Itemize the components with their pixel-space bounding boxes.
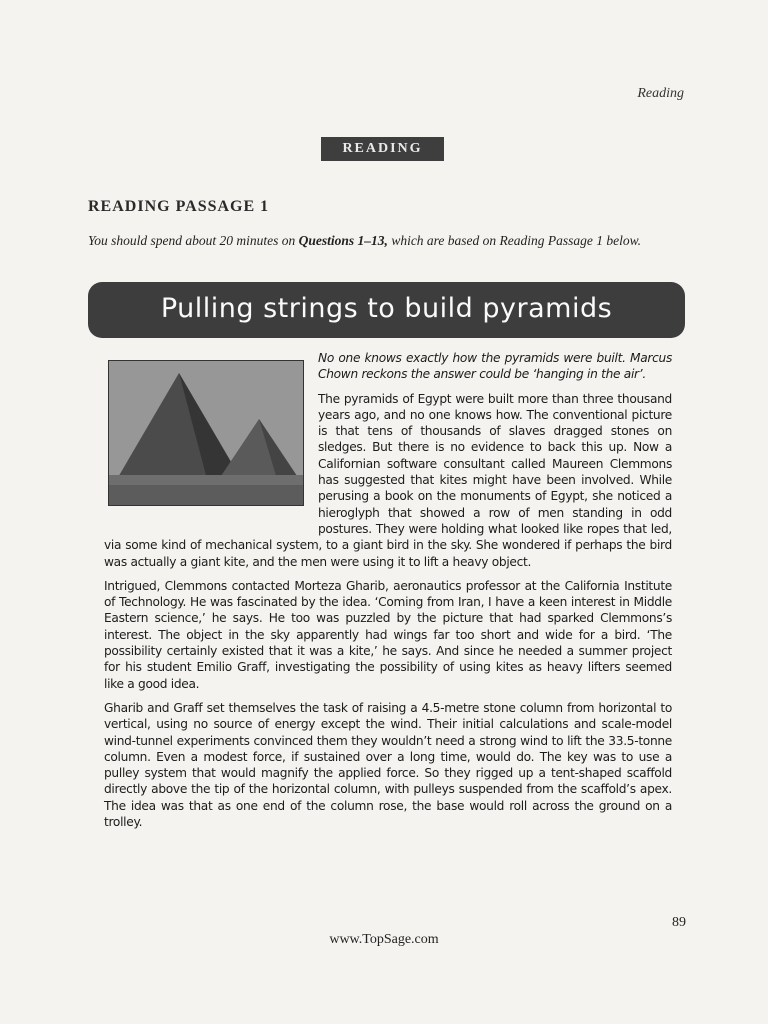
article-body: [104, 350, 672, 838]
article-paragraph-1: The pyramids of Egypt were built more than three thousand years ago, and no one knows how. The conventional picture is that tens of thousands of slaves dragged stones on sledges. But there is no evidence to back this up. Now a Californian software consultant called Maureen Clemmons has suggested that kites might have been involved. While perusing a book on the monuments of Egypt, she noticed a hieroglyph that showed a row of men standing in odd postures. They were holding what looked like ropes that led, via some kind of mechanical system, to a giant bird in the sky. She wondered if perhaps the bird was actually a giant kite, and the men were using it to lift a heavy object.: [104, 391, 672, 569]
article-lead: No one knows exactly how the pyramids were built. Marcus Chown reckons the answer could be ‘hanging in the air’.: [318, 351, 672, 382]
page-number: 89: [672, 915, 686, 930]
running-header: Reading: [637, 86, 684, 101]
section-title: READING: [321, 137, 444, 161]
instruction-after: which are based on Reading Passage 1 below.: [387, 233, 642, 248]
instruction-before: You should spend about 20 minutes on: [88, 233, 299, 248]
instruction-text: [88, 232, 688, 249]
article-paragraph-2: Intrigued, Clemmons contacted Morteza Gharib, aeronautics professor at the California Institute of Technology. He was fascinated by the idea. ‘Coming from Iran, I have a keen interest in Middle Eastern science,’ he says. He too was puzzled by the picture that had sparked Clemmons’s interest. The object in the sky apparently had wings far too short and wide for a bird. ‘The possibility certainly existed that it was a kite,’ he says. And since he needed a summer project for his student Emilio Graff, investigating the possibility of using kites as heavy lifters seemed like a good idea.: [104, 578, 672, 691]
article-paragraph-3: Gharib and Graff set themselves the task of raising a 4.5-metre stone column from horizontal to vertical, using no source of energy except the wind. Their initial calculations and scale-model wind-tunnel experiments convinced them they wouldn’t need a strong wind to lift the 33.5-tonne column. Even a modest force, if sustained over a long time, would do. The key was to use a pulley system that would magnify the applied force. So they rigged up a tent-shaped scaffold directly above the tip of the horizontal column, with pulleys suspended from the scaffold’s apex. The idea was that as one end of the column rose, the base would roll across the ground on a trolley.: [104, 700, 672, 830]
image-spacer: [104, 350, 318, 522]
article-title: Pulling strings to build pyramids: [88, 282, 685, 338]
footer-url: www.TopSage.com: [329, 932, 439, 947]
instruction-questions: Questions 1–13,: [298, 233, 388, 248]
passage-heading: READING PASSAGE 1: [88, 198, 270, 215]
